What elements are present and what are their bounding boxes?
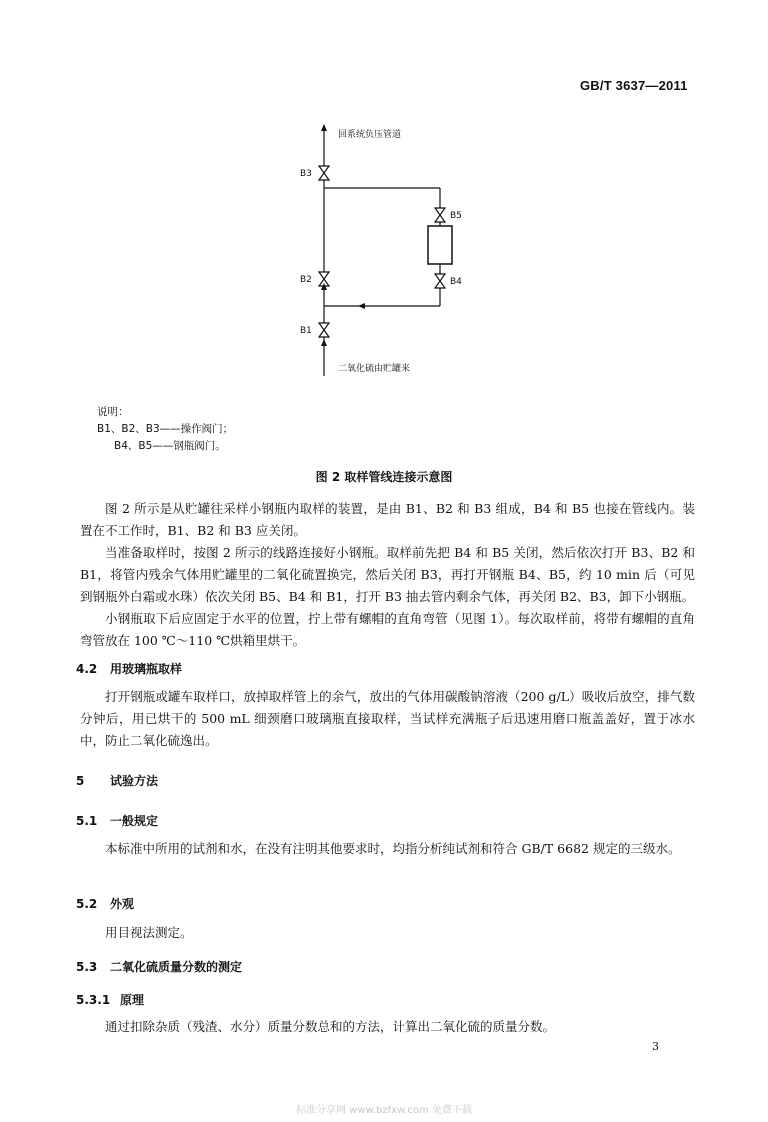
flow-arrow-right <box>358 303 365 309</box>
heading-number: 5.3 <box>76 960 98 974</box>
heading-text: 外观 <box>110 897 135 911</box>
paragraph-appearance: 用目视法测定。 <box>105 925 193 940</box>
heading-text: 试验方法 <box>110 774 159 788</box>
heading-text: 一般规定 <box>110 814 159 828</box>
heading-5-3 <box>76 958 242 975</box>
heading-5-1 <box>76 812 158 829</box>
heading-number: 5.3.1 <box>76 993 111 1007</box>
valve-b4-icon <box>435 274 445 288</box>
paragraph-general-rules: 本标准中所用的试剂和水，在没有注明其他要求时，均指分析纯试剂和符合 GB/T 6682 规定的三级水。 <box>105 841 681 856</box>
heading-4-2 <box>76 660 182 677</box>
label-return-vacuum: 回系统负压管道 <box>338 130 402 140</box>
legend-title: 说明： <box>97 406 129 418</box>
heading-5-3-1 <box>76 991 144 1008</box>
page-number: 3 <box>652 1040 659 1053</box>
heading-text: 原理 <box>120 993 145 1007</box>
label-valve-b4: B4 <box>450 277 462 287</box>
legend-operation-valves: B1、B2、B3——操作阀门； <box>97 423 234 435</box>
label-valve-b3-top: B3 <box>300 169 312 179</box>
label-valve-b1: B1 <box>300 326 312 336</box>
paragraph-glass-bottle-sampling: 打开钢瓶或罐车取样口，放掉取样管上的余气，放出的气体用碳酸钠溶液（200 g/L）吸收后放空，排气数分钟后，用已烘干的 500 mL 细颈磨口玻璃瓶直接取样，当试样充满瓶子后迅速用磨口瓶盖盖好，置于冰水中，防止二氧化硫逸出。 <box>80 689 695 748</box>
valve-b3-top-icon <box>319 166 329 180</box>
heading-text: 用玻璃瓶取样 <box>110 662 183 676</box>
flow-arrow-up-top <box>321 124 327 131</box>
heading-number: 4.2 <box>76 662 98 676</box>
flow-arrow-up-low <box>321 339 327 346</box>
valve-b1-icon <box>319 323 329 337</box>
label-from-tank: 二氧化硫由贮罐来 <box>338 364 411 374</box>
heading-text: 二氧化硫质量分数的测定 <box>110 960 243 974</box>
paragraph-principle: 通过扣除杂质（残渣、水分）质量分数总和的方法，计算出二氧化硫的质量分数。 <box>105 1019 556 1034</box>
heading-5-2 <box>76 895 134 912</box>
paragraph-sampling-procedure: 当准备取样时，按图 2 所示的线路连接好小钢瓶。取样前先把 B4 和 B5 关闭，然后依次打开 B3、B2 和 B1，将管内残余气体用贮罐里的二氧化硫置换完，然后关闭 B3，再打开钢瓶 B4、B5，约 10 min 后（可见到钢瓶外白霜或水珠）依次关闭 B5、B4 和 B1，打开 B3 抽去管内剩余气体，再关闭 B2、B3，卸下小钢瓶。 <box>80 545 695 604</box>
label-valve-b5: B5 <box>450 211 462 221</box>
standard-number: GB/T 3637—2011 <box>580 78 688 93</box>
heading-number: 5.1 <box>76 814 98 828</box>
legend-cylinder-valves: B4、B5——钢瓶阀门。 <box>114 440 226 452</box>
sampling-pipeline-diagram <box>290 118 490 380</box>
heading-number: 5 <box>76 774 85 788</box>
label-valve-b2: B2 <box>300 275 312 285</box>
paragraph-device-description: 图 2 所示是从贮罐往采样小钢瓶内取样的装置，是由 B1、B2 和 B3 组成，B4 和 B5 也接在管线内。装置在不工作时，B1、B2 和 B3 应关闭。 <box>80 501 695 538</box>
valve-b5-icon <box>435 208 445 222</box>
figure-caption: 图 2 取样管线连接示意图 <box>315 470 453 484</box>
footer-watermark: 标准分享网 www.bzfxw.com 免费下载 <box>296 1105 472 1116</box>
sample-cylinder <box>428 226 452 264</box>
paragraph-cylinder-storage: 小钢瓶取下后应固定于水平的位置，拧上带有螺帽的直角弯管（见图 1）。每次取样前，将带有螺帽的直角弯管放在 100 ℃～110 ℃烘箱里烘干。 <box>80 611 695 648</box>
heading-5 <box>76 772 158 789</box>
heading-number: 5.2 <box>76 897 98 911</box>
